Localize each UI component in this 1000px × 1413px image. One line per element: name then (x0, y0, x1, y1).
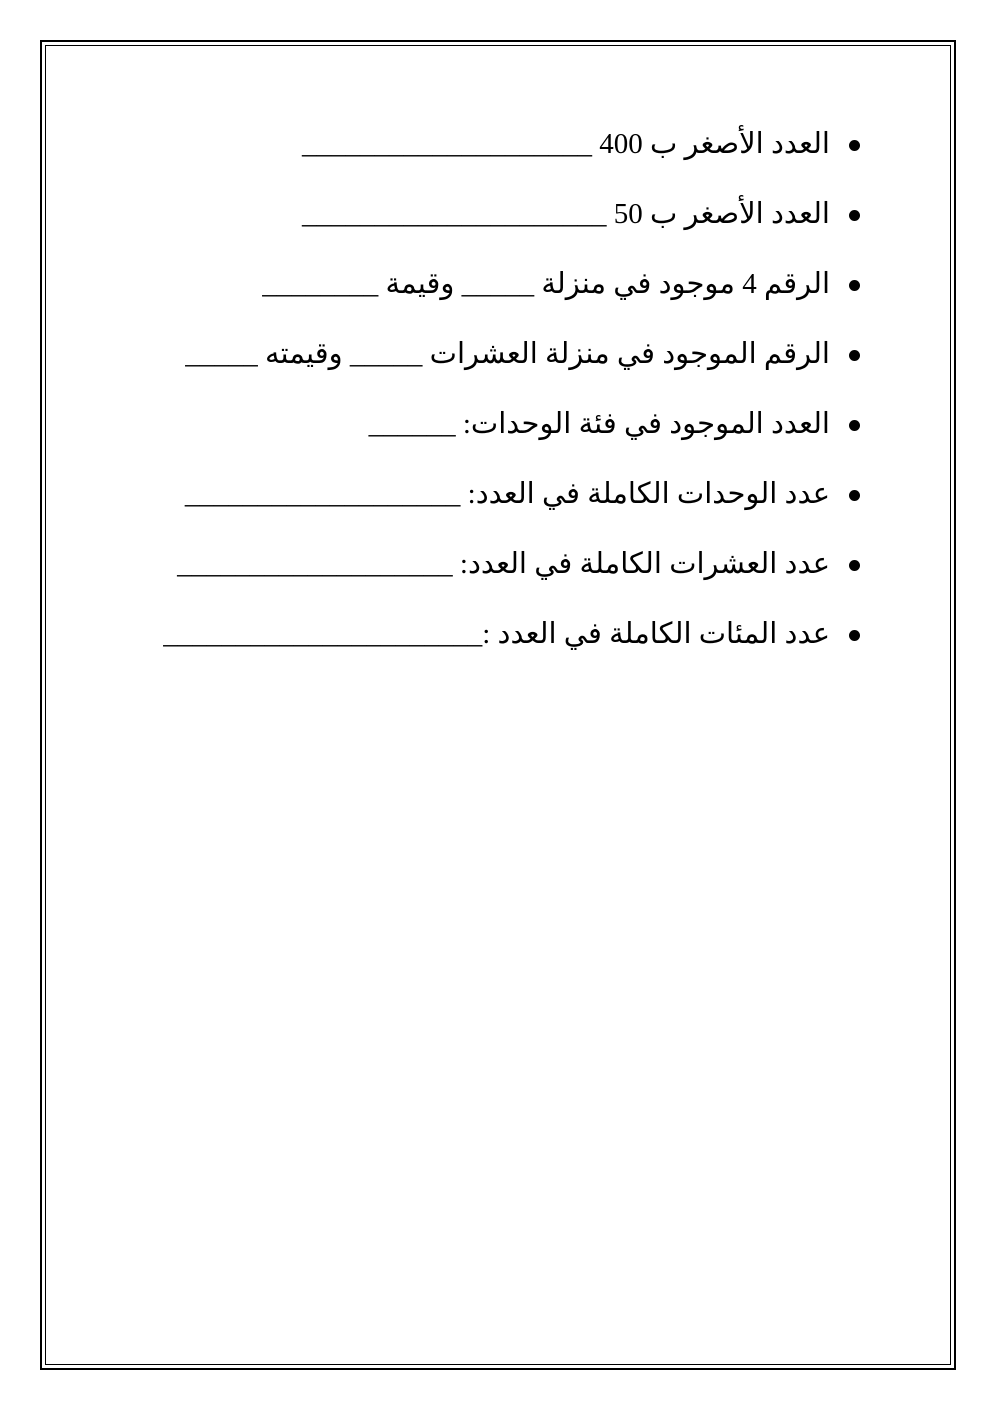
list-item (60, 258, 860, 328)
question-text: العدد الأصغر ب 50 _____________________ (301, 198, 830, 230)
list-item (60, 538, 860, 608)
list-item (60, 398, 860, 468)
bullet-icon (849, 630, 860, 641)
list-item (60, 118, 860, 188)
bullet-icon (849, 490, 860, 501)
question-text: العدد الأصغر ب 400 ____________________ (301, 128, 830, 160)
list-item (60, 608, 860, 678)
question-text: الرقم 4 موجود في منزلة _____ وقيمة ________ (262, 268, 830, 300)
bullet-icon (849, 140, 860, 151)
question-text: الرقم الموجود في منزلة العشرات _____ وقيمته _____ (185, 338, 830, 370)
bullet-icon (849, 350, 860, 361)
question-text: عدد المئات الكاملة في العدد :______________________ (163, 618, 830, 650)
bullet-icon (849, 420, 860, 431)
question-text: عدد العشرات الكاملة في العدد: ___________________ (177, 548, 830, 580)
list-item (60, 468, 860, 538)
worksheet-list (60, 118, 860, 678)
list-item (60, 328, 860, 398)
bullet-icon (849, 560, 860, 571)
bullet-icon (849, 280, 860, 291)
bullet-icon (849, 210, 860, 221)
question-text: عدد الوحدات الكاملة في العدد: ___________________ (184, 478, 830, 510)
list-item (60, 188, 860, 258)
question-text: العدد الموجود في فئة الوحدات: ______ (368, 408, 830, 440)
